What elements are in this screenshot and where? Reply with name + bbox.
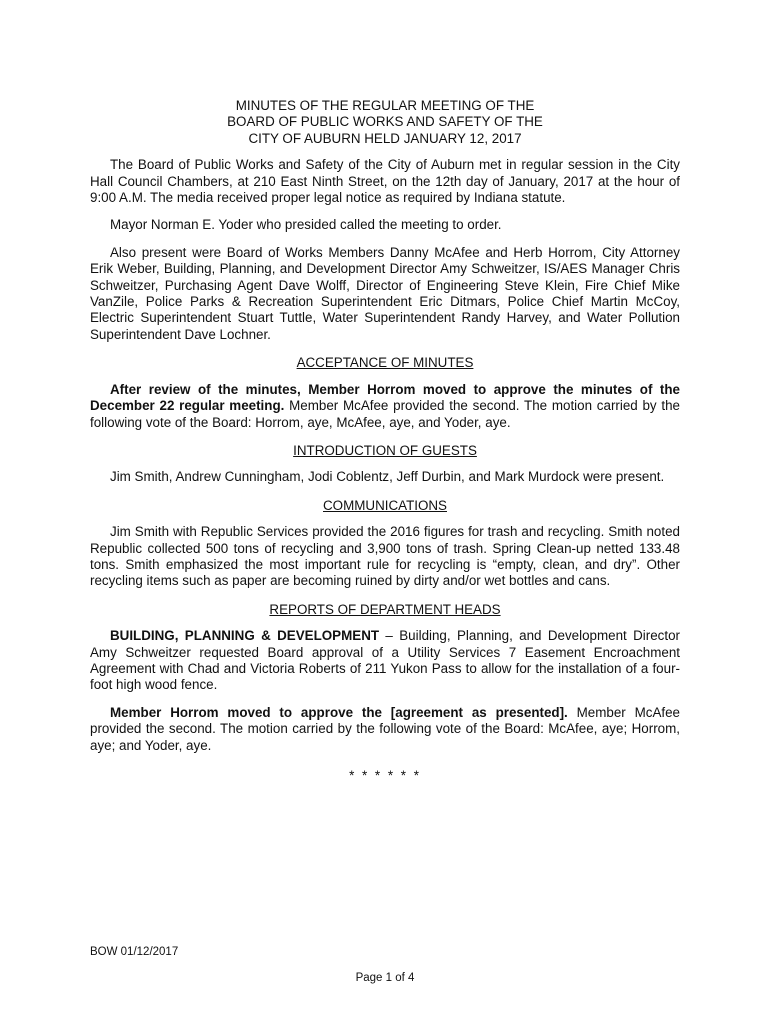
document-title [90,98,680,147]
document-body [90,98,680,784]
footer-page-number: Page 1 of 4 [355,972,415,984]
motion-text: Member McAfee provided the second. The motion carried by the following vote of the Board: McAfee, aye; Horrom, aye; and Yoder, aye. [90,704,680,753]
bpd-paragraph [90,628,680,694]
motion-paragraph [90,705,680,754]
title-line-2: BOARD OF PUBLIC WORKS AND SAFETY OF THE [227,114,543,130]
acceptance-motion-rest: Member McAfee provided the second. The motion carried by the following vote of the Board: Horrom, aye, McAfee, aye, and Yoder, aye. [90,398,680,430]
intro-paragraph-3: Also present were Board of Works Members Danny McAfee and Herb Horrom, City Attorney Erik Weber, Building, Planning, and Development Director Amy Schweitzer, IS/AES Manager Chris Schweitzer, Purchasing Agent Dave Wolff, Director of Engineering Steve Klein, Fire Chief Mike VanZile, Police Parks & Recreation Superintendent Eric Ditmars, Police Chief Martin McCoy, Electric Superintendent Stuart Tuttle, Water Superintendent Randy Harvey, and Water Pollution Superintendent Dave Lochner. [90,244,680,342]
section-heading-reports: REPORTS OF DEPARTMENT HEADS [269,601,501,617]
communications-paragraph: Jim Smith with Republic Services provided the 2016 figures for trash and recycling. Smith noted Republic collected 500 tons of recycling and 3,900 tons of trash. Spring Clean-up netted 133.48 tons. Smith emphasized the most important rule for recycling is “empty, clean, and dry”. Other recycling items such as paper are becoming ruined by dirty and/or wet bottles and cans. [90,524,680,589]
title-line-1: MINUTES OF THE REGULAR MEETING OF THE [235,98,535,113]
title-line-3: CITY OF AUBURN HELD JANUARY 12, 2017 [248,130,522,146]
motion-bold: Member Horrom moved to approve the [agreement as presented]. [110,704,568,720]
section-heading-communications: COMMUNICATIONS [323,497,447,513]
section-separator-stars: * * * * * * [349,768,421,783]
section-heading-acceptance: ACCEPTANCE OF MINUTES [296,355,474,371]
intro-paragraph-1: The Board of Public Works and Safety of the City of Auburn met in regular session in the City Hall Council Chambers, at 210 East Ninth Street, on the 12th day of January, 2017 at the hour of 9:00 A.M. The media received proper legal notice as required by Indiana statute. [90,157,680,206]
section-heading-guests: INTRODUCTION OF GUESTS [293,442,477,458]
bpd-text: – Building, Planning, and Development Director Amy Schweitzer requested Board approval of a Utility Services 7 Easement Encroachment Agreement with Chad and Victoria Roberts of 211 Yukon Pass to allow for the installation of a four-foot high wood fence. [90,628,681,693]
bpd-label-bold: BUILDING, PLANNING & DEVELOPMENT [110,628,380,644]
acceptance-paragraph [90,382,680,431]
acceptance-motion-bold: After review of the minutes, Member Horrom moved to approve the minutes of the December 22 regular meeting. [90,381,680,414]
intro-paragraph-2: Mayor Norman E. Yoder who presided called the meeting to order. [110,217,502,233]
footer-document-code: BOW 01/12/2017 [90,946,179,958]
guests-paragraph: Jim Smith, Andrew Cunningham, Jodi Coblentz, Jeff Durbin, and Mark Murdock were present. [110,469,665,485]
